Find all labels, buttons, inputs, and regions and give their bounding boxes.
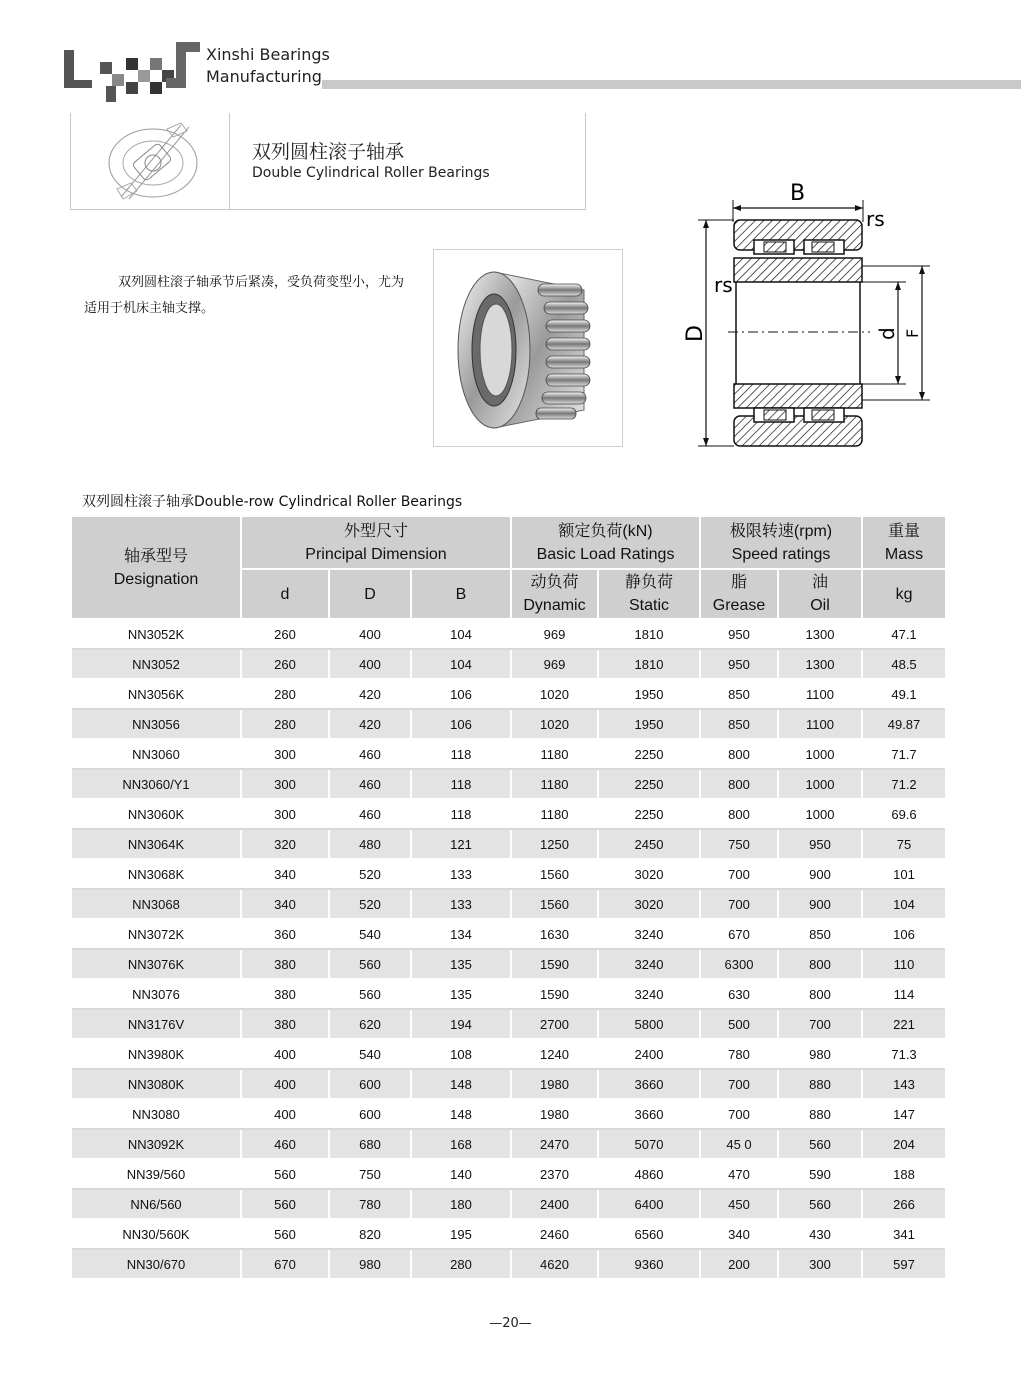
cell-dynamic: 1180 — [511, 799, 598, 829]
cell-grease: 750 — [700, 829, 778, 859]
header-oil: 油 Oil — [778, 569, 862, 619]
page-number: —20— — [489, 1316, 532, 1331]
cell-B: 140 — [411, 1159, 511, 1189]
cell-static: 1950 — [598, 709, 700, 739]
cell-oil: 300 — [778, 1249, 862, 1279]
cell-grease: 500 — [700, 1009, 778, 1039]
cell-designation: NN3052 — [72, 649, 241, 679]
cell-d: 670 — [241, 1249, 329, 1279]
table-row — [72, 799, 945, 829]
cell-designation: NN3080 — [72, 1099, 241, 1129]
cell-grease: 950 — [700, 649, 778, 679]
table-row — [72, 679, 945, 709]
cell-D: 540 — [329, 1039, 411, 1069]
cell-dynamic: 1180 — [511, 739, 598, 769]
cell-d: 280 — [241, 709, 329, 739]
cell-dynamic: 4620 — [511, 1249, 598, 1279]
cell-B: 108 — [411, 1039, 511, 1069]
cell-static: 6560 — [598, 1219, 700, 1249]
cell-B: 104 — [411, 649, 511, 679]
cell-dynamic: 2400 — [511, 1189, 598, 1219]
cell-D: 480 — [329, 829, 411, 859]
cell-mass: 266 — [862, 1189, 945, 1219]
cell-oil: 1300 — [778, 619, 862, 649]
cell-mass: 114 — [862, 979, 945, 1009]
cell-oil: 900 — [778, 889, 862, 919]
cell-static: 3240 — [598, 949, 700, 979]
cell-oil: 950 — [778, 829, 862, 859]
cell-B: 106 — [411, 709, 511, 739]
cell-D: 780 — [329, 1189, 411, 1219]
cell-B: 134 — [411, 919, 511, 949]
cell-D: 520 — [329, 859, 411, 889]
cell-grease: 630 — [700, 979, 778, 1009]
cell-mass: 47.1 — [862, 619, 945, 649]
cell-dynamic: 1590 — [511, 979, 598, 1009]
cell-grease: 850 — [700, 709, 778, 739]
cell-oil: 880 — [778, 1099, 862, 1129]
table-row — [72, 1039, 945, 1069]
cell-d: 400 — [241, 1039, 329, 1069]
table-row — [72, 1189, 945, 1219]
cell-oil: 980 — [778, 1039, 862, 1069]
cell-static: 6400 — [598, 1189, 700, 1219]
cell-mass: 71.2 — [862, 769, 945, 799]
cell-D: 560 — [329, 979, 411, 1009]
table-row — [72, 889, 945, 919]
table-row — [72, 1069, 945, 1099]
cell-designation: NN3980K — [72, 1039, 241, 1069]
cell-grease: 700 — [700, 889, 778, 919]
cell-mass: 143 — [862, 1069, 945, 1099]
cell-mass: 341 — [862, 1219, 945, 1249]
cell-oil: 880 — [778, 1069, 862, 1099]
label-D: D — [683, 325, 708, 342]
cell-D: 420 — [329, 709, 411, 739]
cell-B: 194 — [411, 1009, 511, 1039]
cell-grease: 340 — [700, 1219, 778, 1249]
cell-oil: 1000 — [778, 799, 862, 829]
cell-d: 260 — [241, 619, 329, 649]
cell-static: 3660 — [598, 1069, 700, 1099]
cell-B: 106 — [411, 679, 511, 709]
cell-D: 750 — [329, 1159, 411, 1189]
cell-oil: 560 — [778, 1129, 862, 1159]
cell-dynamic: 2460 — [511, 1219, 598, 1249]
cell-oil: 1000 — [778, 739, 862, 769]
brand-name — [206, 44, 330, 88]
cell-D: 520 — [329, 889, 411, 919]
cell-grease: 45 0 — [700, 1129, 778, 1159]
table-row — [72, 1129, 945, 1159]
cell-oil: 900 — [778, 859, 862, 889]
cell-mass: 204 — [862, 1129, 945, 1159]
cell-oil: 1300 — [778, 649, 862, 679]
header-grease: 脂 Grease — [700, 569, 778, 619]
cell-mass: 48.5 — [862, 649, 945, 679]
cell-D: 460 — [329, 769, 411, 799]
cell-d: 560 — [241, 1159, 329, 1189]
table-row — [72, 1099, 945, 1129]
cell-static: 2400 — [598, 1039, 700, 1069]
page-title-en: Double Cylindrical Roller Bearings — [252, 165, 490, 181]
cell-D: 540 — [329, 919, 411, 949]
table-row — [72, 949, 945, 979]
table-row — [72, 649, 945, 679]
table-row — [72, 829, 945, 859]
cell-designation: NN3176V — [72, 1009, 241, 1039]
cell-B: 280 — [411, 1249, 511, 1279]
description-text: 双列圆柱滚子轴承节后紧凑，受负荷变型小，尤为适用于机床主轴支撑。 — [84, 275, 405, 316]
cell-dynamic: 969 — [511, 649, 598, 679]
cell-d: 400 — [241, 1099, 329, 1129]
cell-static: 1950 — [598, 679, 700, 709]
bearing-photo-icon — [434, 250, 622, 446]
cell-B: 148 — [411, 1069, 511, 1099]
cell-D: 400 — [329, 649, 411, 679]
cell-grease: 470 — [700, 1159, 778, 1189]
cell-designation: NN3056K — [72, 679, 241, 709]
header-B: B — [411, 569, 511, 619]
cell-mass: 71.3 — [862, 1039, 945, 1069]
header-kg: kg — [862, 569, 945, 619]
cell-grease: 800 — [700, 799, 778, 829]
cell-d: 280 — [241, 679, 329, 709]
cell-dynamic: 1630 — [511, 919, 598, 949]
header-static: 静负荷 Static — [598, 569, 700, 619]
cell-static: 2450 — [598, 829, 700, 859]
cell-designation: NN3060K — [72, 799, 241, 829]
cell-d: 400 — [241, 1069, 329, 1099]
cell-static: 2250 — [598, 799, 700, 829]
cell-B: 118 — [411, 739, 511, 769]
cell-B: 133 — [411, 889, 511, 919]
cell-dynamic: 1980 — [511, 1099, 598, 1129]
cell-D: 680 — [329, 1129, 411, 1159]
table-row — [72, 769, 945, 799]
cell-static: 1810 — [598, 649, 700, 679]
cell-dynamic: 1180 — [511, 769, 598, 799]
cell-static: 5800 — [598, 1009, 700, 1039]
cell-grease: 800 — [700, 739, 778, 769]
cell-D: 460 — [329, 739, 411, 769]
cell-dynamic: 1250 — [511, 829, 598, 859]
cell-D: 980 — [329, 1249, 411, 1279]
table-row — [72, 1009, 945, 1039]
bearing-photo — [433, 249, 623, 447]
header-mass: 重量 Mass — [862, 517, 945, 569]
cell-B: 133 — [411, 859, 511, 889]
cell-grease: 850 — [700, 679, 778, 709]
bearing-cross-section-drawing — [676, 172, 938, 452]
cell-B: 195 — [411, 1219, 511, 1249]
cell-designation: NN3080K — [72, 1069, 241, 1099]
cell-static: 3660 — [598, 1099, 700, 1129]
cell-static: 3240 — [598, 919, 700, 949]
cell-mass: 75 — [862, 829, 945, 859]
cell-B: 180 — [411, 1189, 511, 1219]
cell-dynamic: 1590 — [511, 949, 598, 979]
cell-mass: 597 — [862, 1249, 945, 1279]
label-F: F — [903, 328, 922, 338]
cell-dynamic: 2470 — [511, 1129, 598, 1159]
table-row — [72, 1159, 945, 1189]
cell-grease: 700 — [700, 859, 778, 889]
cell-B: 135 — [411, 949, 511, 979]
cell-oil: 850 — [778, 919, 862, 949]
cell-B: 121 — [411, 829, 511, 859]
cell-D: 400 — [329, 619, 411, 649]
cell-grease: 700 — [700, 1099, 778, 1129]
cell-mass: 101 — [862, 859, 945, 889]
cell-designation: NN30/560K — [72, 1219, 241, 1249]
cell-mass: 221 — [862, 1009, 945, 1039]
cell-designation: NN30/670 — [72, 1249, 241, 1279]
cell-designation: NN6/560 — [72, 1189, 241, 1219]
cell-d: 340 — [241, 859, 329, 889]
cell-static: 5070 — [598, 1129, 700, 1159]
brand-line-1: Xinshi Bearings — [206, 45, 330, 64]
cell-oil: 800 — [778, 979, 862, 1009]
cell-oil: 430 — [778, 1219, 862, 1249]
table-row — [72, 859, 945, 889]
cell-B: 135 — [411, 979, 511, 1009]
header-bar — [322, 80, 1021, 89]
cell-dynamic: 1560 — [511, 859, 598, 889]
cell-oil: 560 — [778, 1189, 862, 1219]
cell-D: 600 — [329, 1099, 411, 1129]
table-row — [72, 1219, 945, 1249]
cell-grease: 950 — [700, 619, 778, 649]
header-dynamic: 动负荷 Dynamic — [511, 569, 598, 619]
brand-line-2: Manufacturing — [206, 67, 322, 86]
cell-oil: 800 — [778, 949, 862, 979]
cell-mass: 49.1 — [862, 679, 945, 709]
cell-mass: 188 — [862, 1159, 945, 1189]
cell-mass: 110 — [862, 949, 945, 979]
cell-d: 300 — [241, 799, 329, 829]
cell-mass: 49.87 — [862, 709, 945, 739]
cell-D: 620 — [329, 1009, 411, 1039]
cell-designation: NN3068K — [72, 859, 241, 889]
label-B: B — [790, 181, 806, 206]
cell-static: 4860 — [598, 1159, 700, 1189]
header-principal-dimension: 外型尺寸 Principal Dimension — [241, 517, 511, 569]
cell-oil: 1000 — [778, 769, 862, 799]
cell-oil: 1100 — [778, 679, 862, 709]
header-d: d — [241, 569, 329, 619]
cell-dynamic: 1020 — [511, 709, 598, 739]
cell-designation: NN3064K — [72, 829, 241, 859]
cell-static: 9360 — [598, 1249, 700, 1279]
cell-mass: 104 — [862, 889, 945, 919]
cell-oil: 590 — [778, 1159, 862, 1189]
cell-designation: NN3068 — [72, 889, 241, 919]
cell-D: 460 — [329, 799, 411, 829]
table-row — [72, 739, 945, 769]
cell-designation: NN3072K — [72, 919, 241, 949]
cell-d: 260 — [241, 649, 329, 679]
cell-B: 168 — [411, 1129, 511, 1159]
cell-mass: 147 — [862, 1099, 945, 1129]
table-row — [72, 619, 945, 649]
cell-designation: NN3052K — [72, 619, 241, 649]
header-designation: 轴承型号 Designation — [72, 517, 241, 619]
cell-grease: 670 — [700, 919, 778, 949]
header-basic-load-ratings: 额定负荷(kN) Basic Load Ratings — [511, 517, 700, 569]
cell-static: 2250 — [598, 739, 700, 769]
cell-d: 300 — [241, 769, 329, 799]
cell-mass: 71.7 — [862, 739, 945, 769]
cell-mass: 69.6 — [862, 799, 945, 829]
cell-designation: NN3076K — [72, 949, 241, 979]
cell-designation: NN3056 — [72, 709, 241, 739]
cell-d: 380 — [241, 949, 329, 979]
cell-d: 320 — [241, 829, 329, 859]
cell-designation: NN3060/Y1 — [72, 769, 241, 799]
cell-grease: 450 — [700, 1189, 778, 1219]
cell-d: 560 — [241, 1189, 329, 1219]
table-body — [72, 619, 945, 1279]
bearing-spec-table — [72, 517, 945, 1280]
cell-B: 118 — [411, 799, 511, 829]
cell-grease: 6300 — [700, 949, 778, 979]
cell-designation: NN3076 — [72, 979, 241, 1009]
cell-dynamic: 1240 — [511, 1039, 598, 1069]
cell-grease: 200 — [700, 1249, 778, 1279]
cell-d: 360 — [241, 919, 329, 949]
cell-D: 560 — [329, 949, 411, 979]
cell-static: 1810 — [598, 619, 700, 649]
cell-d: 560 — [241, 1219, 329, 1249]
cell-oil: 1100 — [778, 709, 862, 739]
cell-static: 3240 — [598, 979, 700, 1009]
cell-dynamic: 969 — [511, 619, 598, 649]
bearing-sketch-icon — [101, 119, 211, 205]
cell-D: 420 — [329, 679, 411, 709]
label-d: d — [875, 327, 899, 340]
cell-d: 460 — [241, 1129, 329, 1159]
cell-mass: 106 — [862, 919, 945, 949]
cell-D: 600 — [329, 1069, 411, 1099]
cell-d: 380 — [241, 979, 329, 1009]
page-title-cn: 双列圆柱滚子轴承 — [252, 141, 405, 163]
table-section-title: 双列圆柱滚子轴承Double-row Cylindrical Roller Bearings — [82, 494, 463, 510]
cell-dynamic: 1560 — [511, 889, 598, 919]
cell-dynamic: 1020 — [511, 679, 598, 709]
cell-B: 118 — [411, 769, 511, 799]
cell-d: 340 — [241, 889, 329, 919]
cell-grease: 700 — [700, 1069, 778, 1099]
label-rs-top: rs — [866, 207, 885, 231]
cell-designation: NN39/560 — [72, 1159, 241, 1189]
brand-logo — [62, 40, 202, 104]
cell-d: 380 — [241, 1009, 329, 1039]
cell-grease: 800 — [700, 769, 778, 799]
cell-dynamic: 1980 — [511, 1069, 598, 1099]
table-row — [72, 979, 945, 1009]
cell-static: 3020 — [598, 859, 700, 889]
label-rs-left: rs — [714, 273, 733, 297]
header-D: D — [329, 569, 411, 619]
table-row — [72, 1249, 945, 1279]
cell-designation: NN3060 — [72, 739, 241, 769]
cell-oil: 700 — [778, 1009, 862, 1039]
cell-static: 2250 — [598, 769, 700, 799]
cell-static: 3020 — [598, 889, 700, 919]
cell-B: 104 — [411, 619, 511, 649]
cell-D: 820 — [329, 1219, 411, 1249]
cell-dynamic: 2370 — [511, 1159, 598, 1189]
cell-d: 300 — [241, 739, 329, 769]
table-row — [72, 709, 945, 739]
cell-grease: 780 — [700, 1039, 778, 1069]
cell-B: 148 — [411, 1099, 511, 1129]
cell-designation: NN3092K — [72, 1129, 241, 1159]
cell-dynamic: 2700 — [511, 1009, 598, 1039]
header-speed-ratings: 极限转速(rpm) Speed ratings — [700, 517, 862, 569]
table-row — [72, 919, 945, 949]
title-box-divider — [229, 113, 230, 210]
